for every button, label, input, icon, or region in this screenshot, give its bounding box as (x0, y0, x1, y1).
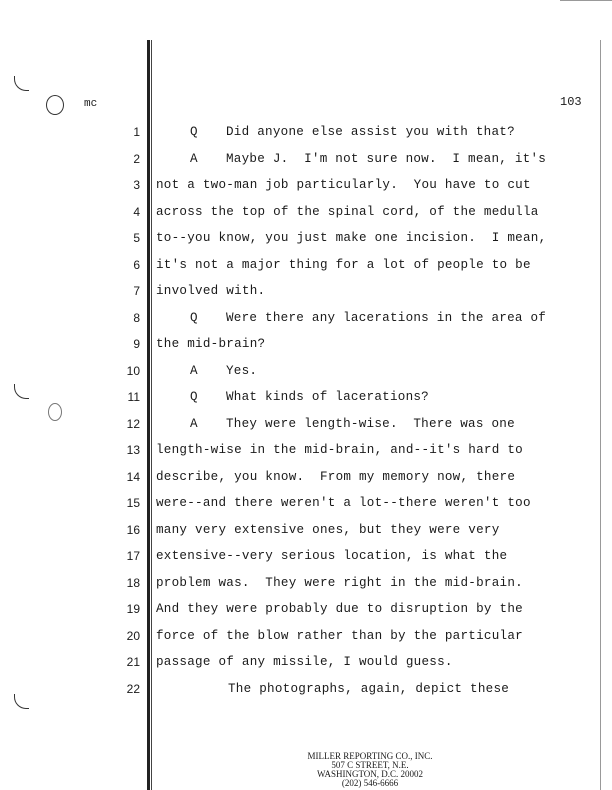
speaker-label: Q (190, 125, 198, 139)
line-text: length-wise in the mid-brain, and--it's hard to (156, 443, 523, 457)
transcript-line (156, 623, 596, 650)
transcript-line (156, 252, 596, 279)
line-number: 16 (126, 522, 140, 537)
transcript-line (156, 225, 596, 252)
line-number: 2 (133, 151, 140, 166)
transcript-line (156, 358, 596, 385)
line-number: 8 (133, 310, 140, 325)
line-number: 5 (133, 231, 140, 245)
line-number: 20 (126, 628, 140, 643)
line-number: 3 (133, 178, 140, 192)
line-number-column (118, 119, 140, 702)
page-number: 103 (560, 95, 582, 109)
line-text: Yes. (226, 363, 258, 378)
line-text: across the top of the spinal cord, of the medulla (156, 204, 539, 219)
footer-phone: (202) 546-6666 (341, 778, 399, 788)
transcript-line (156, 490, 596, 517)
line-number: 1 (133, 125, 140, 139)
transcript-line (156, 649, 596, 676)
transcript-line (156, 543, 596, 570)
reporter-footer (280, 752, 460, 788)
line-number: 9 (133, 337, 140, 351)
transcript-line (156, 596, 596, 623)
line-text: And they were probably due to disruption by the (156, 602, 523, 616)
line-text: The photographs, again, depict these (228, 681, 510, 696)
punch-hook-mark (14, 384, 29, 399)
line-number: 21 (126, 655, 140, 669)
line-number: 18 (126, 575, 140, 590)
line-text: What kinds of lacerations? (226, 390, 429, 404)
speaker-label: A (190, 363, 198, 378)
margin-rule-right (600, 40, 601, 790)
line-text: to--you know, you just make one incision. I mean, (156, 231, 547, 245)
line-text: involved with. (156, 284, 266, 298)
line-text: passage of any missile, I would guess. (156, 655, 453, 669)
punch-hole-icon (48, 403, 62, 421)
speaker-label: Q (190, 310, 198, 325)
line-number: 19 (126, 602, 140, 616)
speaker-label: A (190, 151, 198, 166)
transcript-line (156, 676, 596, 703)
transcript-line (156, 517, 596, 544)
line-number: 17 (126, 549, 140, 563)
line-text: Were there any lacerations in the area of (226, 310, 547, 325)
punch-hook-mark (14, 76, 29, 91)
line-number: 15 (126, 496, 140, 510)
transcript-line (156, 199, 596, 226)
line-text: Did anyone else assist you with that? (226, 125, 515, 139)
footer-street: 507 C STREET, N.E. (331, 760, 409, 770)
transcript-line (156, 278, 596, 305)
line-number: 12 (126, 416, 140, 431)
top-edge-rule (560, 0, 612, 1)
line-number: 10 (126, 363, 140, 378)
line-text: were--and there weren't a lot--there weren't too (156, 496, 531, 510)
transcript-line (156, 411, 596, 438)
line-text: force of the blow rather than by the particular (156, 628, 523, 643)
transcript-line (156, 146, 596, 173)
line-number: 22 (126, 681, 140, 696)
line-text: describe, you know. From my memory now, there (156, 469, 516, 484)
transcript-line (156, 464, 596, 491)
speaker-label: A (190, 416, 198, 431)
transcript-line (156, 119, 596, 146)
transcript-line (156, 437, 596, 464)
line-number: 4 (133, 204, 140, 219)
speaker-label: Q (190, 390, 198, 404)
transcript-lines (156, 119, 596, 702)
line-number: 7 (133, 284, 140, 298)
line-text: many very extensive ones, but they were very (156, 522, 500, 537)
footer-company: MILLER REPORTING CO., INC. (307, 751, 433, 761)
punch-hook-mark (14, 694, 29, 709)
line-text: the mid-brain? (156, 337, 266, 351)
transcript-line (156, 331, 596, 358)
punch-hole-icon (46, 95, 64, 115)
margin-rule-thick (147, 40, 150, 790)
transcript-line (156, 570, 596, 597)
footer-city: WASHINGTON, D.C. 20002 (316, 769, 424, 779)
line-text: it's not a major thing for a lot of people to be (156, 257, 531, 272)
line-text: problem was. They were right in the mid-brain. (156, 575, 523, 590)
line-text: extensive--very serious location, is what the (156, 549, 508, 563)
transcript-line (156, 384, 596, 411)
margin-rule-thin (151, 40, 152, 790)
transcript-line (156, 305, 596, 332)
transcript-line (156, 172, 596, 199)
line-text: not a two-man job particularly. You have to cut (156, 178, 531, 192)
line-number: 14 (126, 469, 140, 484)
line-number: 11 (127, 390, 140, 404)
line-number: 13 (126, 443, 140, 457)
line-text: They were length-wise. There was one (226, 416, 515, 431)
reporter-initials: mc (84, 98, 98, 110)
line-number: 6 (133, 257, 140, 272)
line-text: Maybe J. I'm not sure now. I mean, it's (226, 151, 547, 166)
